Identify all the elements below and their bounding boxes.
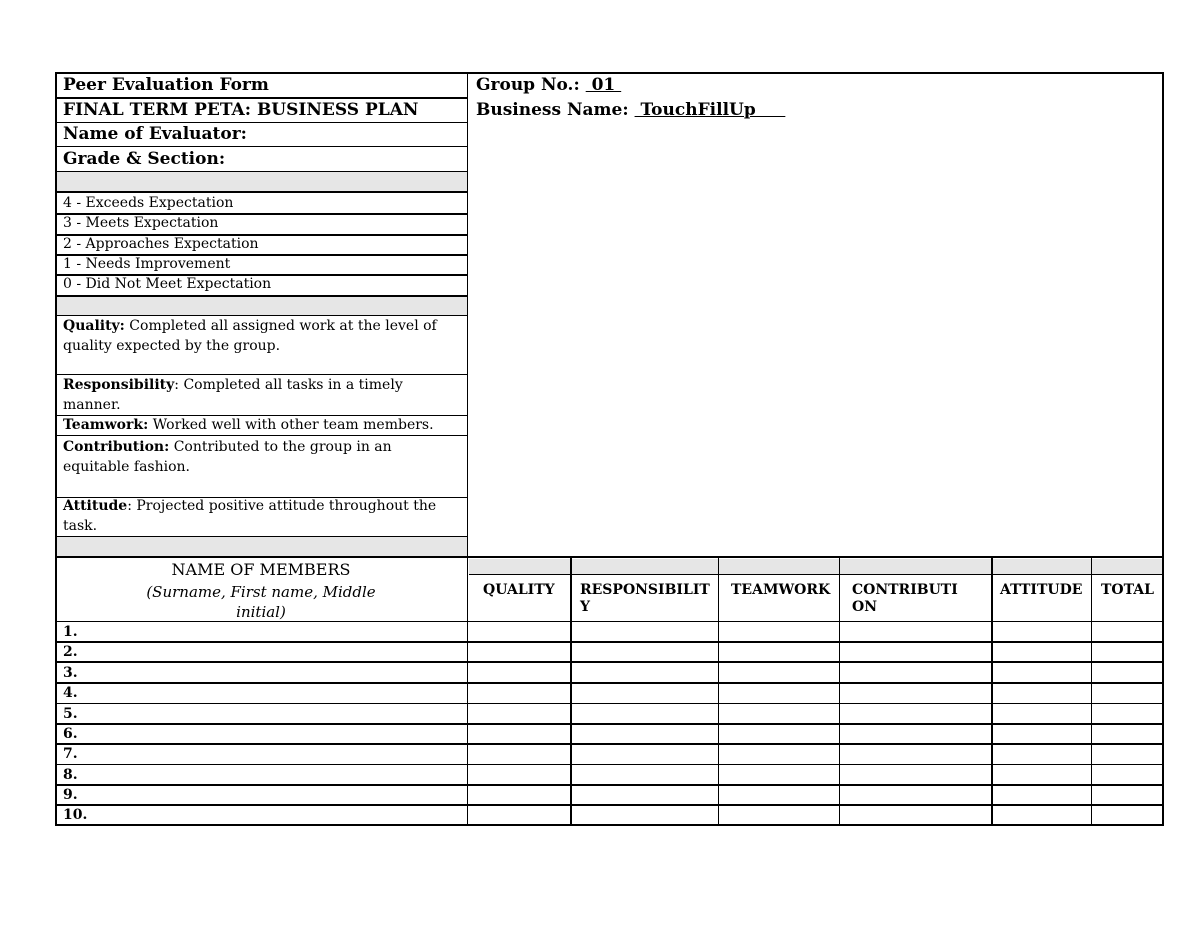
separator-shade <box>57 296 468 315</box>
scale-item: 0 - Did Not Meet Expectation <box>63 276 272 292</box>
scale-item: 2 - Approaches Expectation <box>63 236 259 252</box>
business-value: TouchFillUp <box>634 100 786 120</box>
group-label: Group No.: <box>476 75 580 95</box>
member-row-number: 10. <box>63 807 88 823</box>
scale-item: 4 - Exceeds Expectation <box>63 195 234 211</box>
member-row-number: 5. <box>63 706 78 722</box>
criterion-text: Completed all assigned work at the level of quality expected by the group. <box>63 318 437 354</box>
member-row-number: 8. <box>63 767 78 783</box>
group-number <box>476 77 621 94</box>
member-row-number: 1. <box>63 624 78 640</box>
term-title: FINAL TERM PETA: BUSINESS PLAN <box>63 100 419 120</box>
criterion-name: Quality: <box>63 318 125 334</box>
scale-item: 3 - Meets Expectation <box>63 215 219 231</box>
peer-evaluation-form <box>55 72 1164 826</box>
business-name <box>476 102 785 119</box>
form-title: Peer Evaluation Form <box>63 75 269 95</box>
grade-section-label: Grade & Section: <box>63 149 226 169</box>
member-row-number: 6. <box>63 726 78 742</box>
member-row-number: 3. <box>63 665 78 681</box>
column-total: TOTAL <box>1101 582 1154 598</box>
group-value: 01 <box>585 75 622 95</box>
criterion-text: : Completed all tasks in a timely manner. <box>63 377 403 413</box>
separator-shade <box>57 172 468 191</box>
column-contribution: CONTRIBUTION <box>852 582 958 615</box>
criterion-name: Responsibility <box>63 377 175 393</box>
criterion-teamwork <box>63 416 473 436</box>
criterion-name: Attitude <box>63 498 128 514</box>
criterion-text: : Projected positive attitude throughout the task. <box>63 498 437 534</box>
column-quality: QUALITY <box>483 582 555 598</box>
criterion-text: Worked well with other team members. <box>148 417 434 433</box>
criterion-text: Contributed to the group in an equitable fashion. <box>63 439 392 475</box>
criterion-attitude <box>63 497 468 536</box>
criterion-responsibility <box>63 376 463 415</box>
member-row-number: 7. <box>63 746 78 762</box>
column-attitude: ATTITUDE <box>1000 582 1083 598</box>
members-header-title: NAME OF MEMBERS <box>171 560 351 579</box>
business-label: Business Name: <box>476 100 629 120</box>
evaluator-label: Name of Evaluator: <box>63 124 247 144</box>
column-teamwork: TEAMWORK <box>731 582 831 598</box>
separator-shade <box>57 537 468 556</box>
member-row-number: 9. <box>63 787 78 803</box>
criterion-contribution <box>63 438 443 477</box>
members-header-subtitle: (Surname, First name, Middle initial) <box>146 583 376 621</box>
member-row-number: 2. <box>63 644 78 660</box>
criterion-name: Contribution: <box>63 439 170 455</box>
scale-item: 1 - Needs Improvement <box>63 256 231 272</box>
criterion-quality <box>63 317 463 356</box>
criterion-name: Teamwork: <box>63 417 149 433</box>
column-header-shade <box>469 559 1162 574</box>
member-row-number: 4. <box>63 685 78 701</box>
column-responsibility: RESPONSIBILITY <box>580 582 710 615</box>
